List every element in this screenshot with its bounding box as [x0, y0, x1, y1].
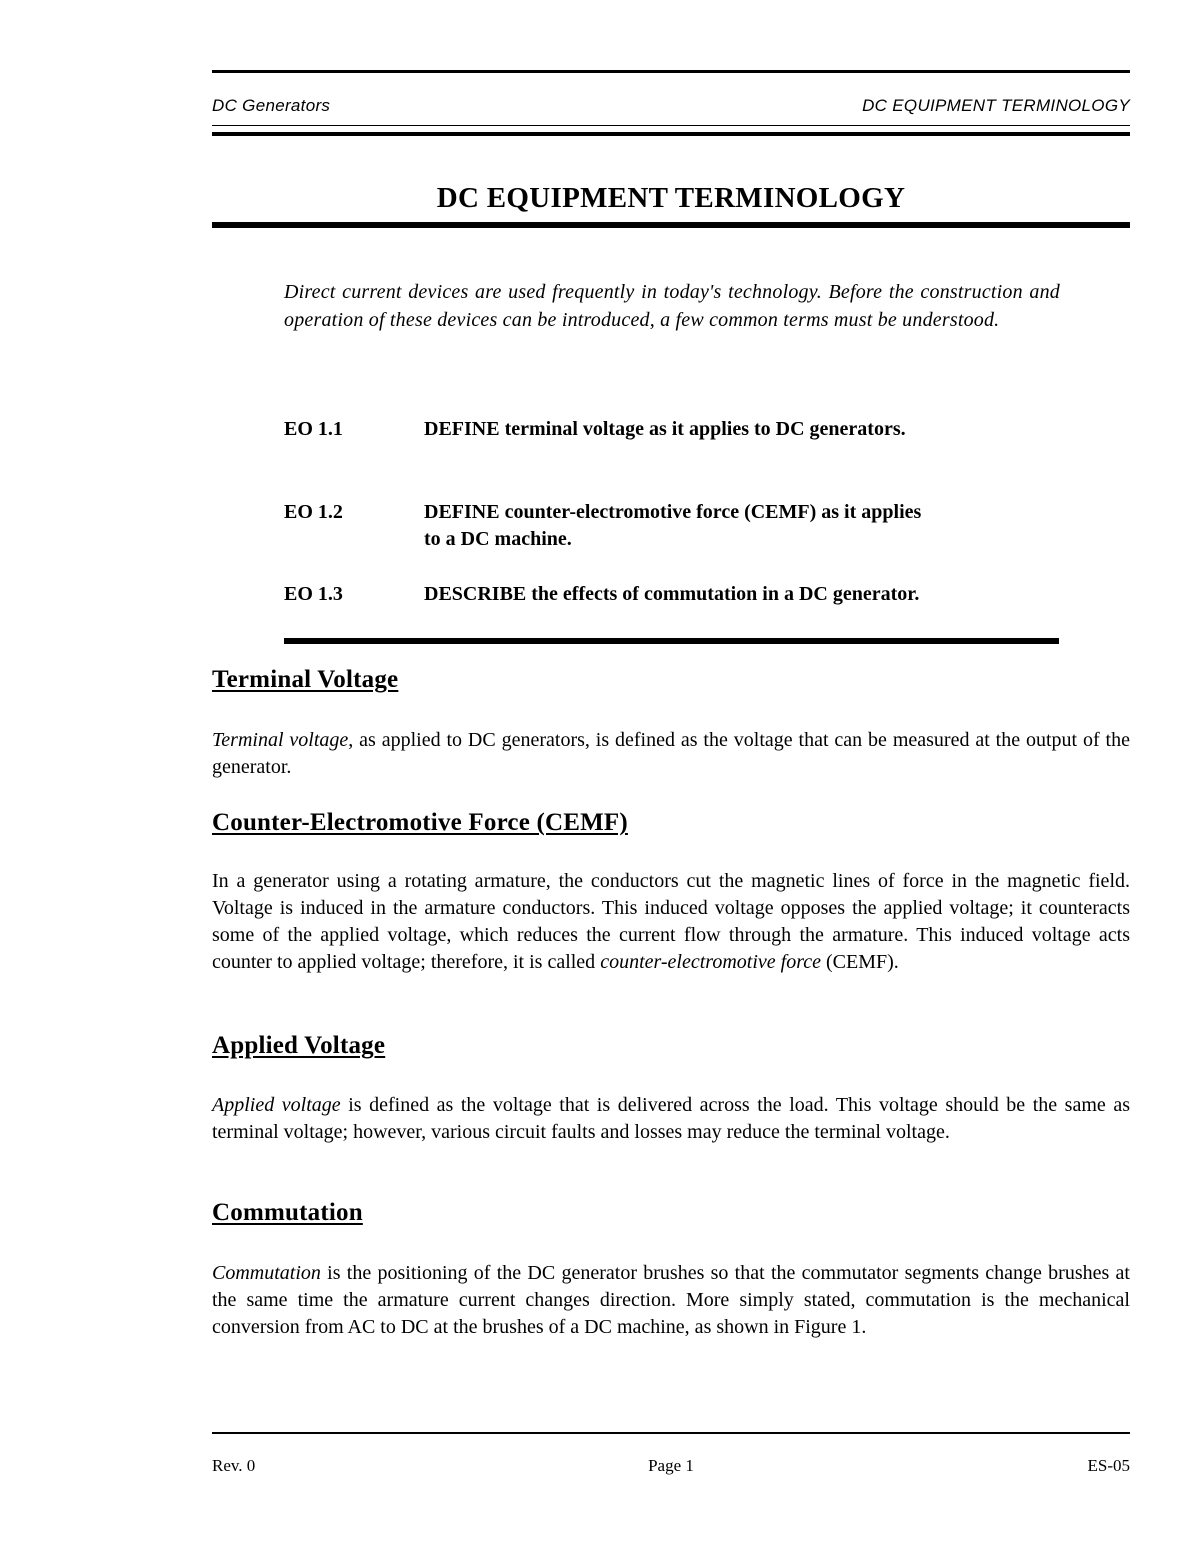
objective-text: DESCRIBE the effects of commutation in a DC generator.	[424, 583, 920, 605]
objective-text: DEFINE counter-electromotive force (CEMF) as it applies to a DC machine.	[424, 501, 922, 550]
paragraph-text: is the positioning of the DC generator brushes so that the commutator segments change brushes at the same time the armature current changes direction. More simply stated, commutation is the mechanical conversion from AC to DC at the brushes of a DC machine, as shown in Figure 1.	[212, 1262, 1130, 1338]
title-rule	[212, 222, 1130, 228]
paragraph-applied-voltage	[212, 1092, 1130, 1146]
heading-terminal-voltage: Terminal Voltage	[212, 666, 399, 693]
header-top-rule	[212, 70, 1130, 73]
objective-number: EO 1.2	[284, 501, 343, 523]
term-emphasis: Terminal voltage	[212, 729, 349, 751]
term-emphasis: counter-electromotive force	[600, 951, 821, 973]
page-title: DC EQUIPMENT TERMINOLOGY	[436, 182, 906, 214]
objective-text: DEFINE terminal voltage as it applies to DC generators.	[424, 418, 906, 440]
document-page	[212, 0, 1130, 1553]
heading-commutation: Commutation	[212, 1199, 363, 1226]
paragraph-commutation	[212, 1260, 1130, 1341]
paragraph-terminal-voltage	[212, 727, 1130, 781]
objectives-rule	[284, 638, 1059, 644]
footer-doc-code: ES-05	[1087, 1456, 1130, 1475]
running-header-right: DC EQUIPMENT TERMINOLOGY	[862, 96, 1130, 115]
intro-paragraph: Direct current devices are used frequently in today's technology. Before the construction and operation of these devices can be introduced, a few common terms must be understood.	[284, 281, 1060, 331]
objective-number: EO 1.3	[284, 583, 343, 605]
footer-page-number: Page 1	[648, 1456, 694, 1475]
paragraph-text: is defined as the voltage that is delivered across the load. This voltage should be the same as terminal voltage; however, various circuit faults and losses may reduce the terminal voltage.	[212, 1094, 1130, 1143]
running-header-left: DC Generators	[212, 96, 331, 115]
heading-applied-voltage: Applied Voltage	[212, 1032, 386, 1059]
term-emphasis: Commutation	[212, 1262, 321, 1284]
paragraph-text: , as applied to DC generators, is defined as the voltage that can be measured at the output of the generator.	[212, 729, 1130, 778]
heading-cemf: Counter-Electromotive Force (CEMF)	[212, 809, 628, 836]
objective-number: EO 1.1	[284, 418, 343, 440]
paragraph-text: (CEMF).	[821, 951, 899, 973]
paragraph-cemf	[212, 868, 1130, 976]
footer-revision: Rev. 0	[212, 1456, 256, 1475]
footer-rule	[212, 1432, 1130, 1434]
term-emphasis: Applied voltage	[212, 1094, 341, 1116]
header-bottom-thick-rule	[212, 132, 1130, 136]
paragraph-text: In a generator using a rotating armature, the conductors cut the magnetic lines of force in the magnetic field. Voltage is induced in the armature conductors. This induced voltage opposes the applied voltage; it counteracts some of the applied voltage, which reduces the current flow through the armature. This induced voltage acts counter to applied voltage; therefore, it is called	[212, 870, 1130, 973]
header-bottom-thin-rule	[212, 125, 1130, 126]
